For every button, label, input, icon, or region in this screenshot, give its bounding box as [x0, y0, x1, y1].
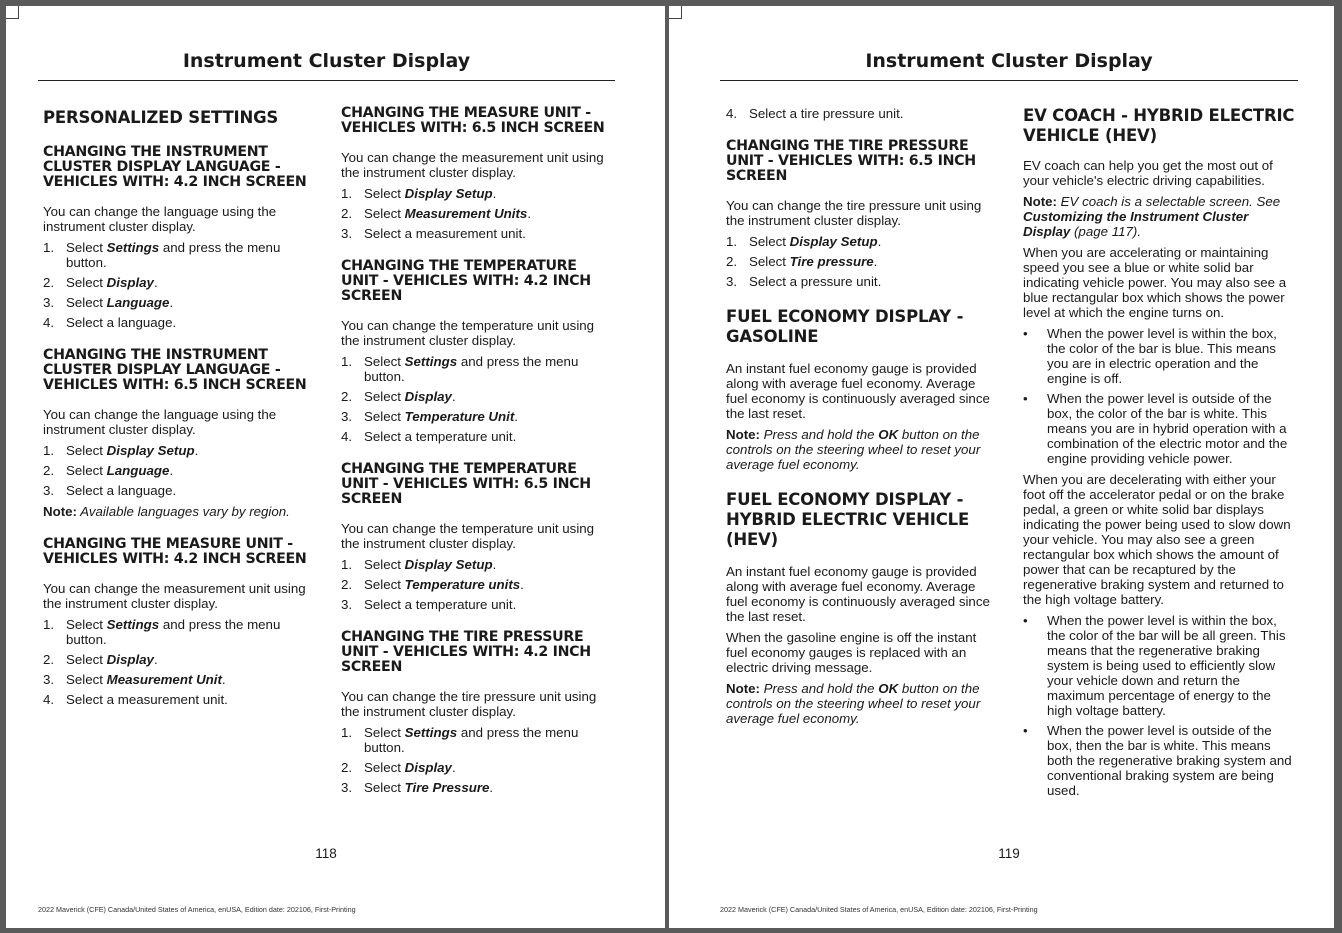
crop-mark: [6, 6, 19, 19]
list-item: 2. Select Display.: [341, 389, 456, 404]
list-item: 2. Select Temperature units.: [341, 577, 524, 592]
list-item: 2. Select Tire pressure.: [726, 254, 878, 269]
section-subheading: CHANGING THE TIRE PRESSURE UNIT - VEHICLES WITH: 6.5 INCH SCREEN: [726, 138, 976, 184]
page-119: [669, 6, 1334, 928]
list-item: 3. Select a pressure unit.: [726, 274, 882, 289]
paragraph: You can change the measurement unit using the instrument cluster display.: [43, 581, 306, 611]
list-item: 1. Select Display Setup.: [726, 234, 882, 249]
list-item: 3. Select Measurement Unit.: [43, 672, 226, 687]
page-footer: 2022 Maverick (CFE) Canada/United States of America, enUSA, Edition date: 202106, First-Printing: [38, 905, 356, 914]
paragraph: An instant fuel economy gauge is provided along with average fuel economy. Average fuel economy is continuously averaged since the last reset.: [726, 361, 990, 421]
bullet-list: [1023, 326, 1297, 466]
step-list: [43, 617, 313, 707]
list-item: 1. Select Display Setup.: [341, 557, 497, 572]
paragraph: When the gasoline engine is off the instant fuel economy gauges is replaced with an electric driving message.: [726, 630, 977, 675]
list-item: 2. Select Display.: [341, 760, 456, 775]
list-item: • When the power level is outside of the box, then the bar is white. This means both the regenerative braking system and conventional braking system are being used.: [1023, 723, 1292, 798]
list-item: 2. Select Display.: [43, 652, 158, 667]
list-item: 3. Select a language.: [43, 483, 177, 498]
list-item: 1. Select Display Setup.: [341, 186, 497, 201]
page-number: 118: [315, 846, 337, 861]
note: Note: EV coach is a selectable screen. See Customizing the Instrument Cluster Display (page 117).: [1023, 194, 1281, 239]
list-item: 3. Select Tire Pressure.: [341, 780, 494, 795]
list-item: • When the power level is within the box, the color of the bar is blue. This means you are in electric operation and the engine is off.: [1023, 326, 1277, 386]
section-heading: FUEL ECONOMY DISPLAY - GASOLINE: [726, 307, 964, 346]
list-item: 1. Select Settings and press the menu button.: [43, 617, 281, 647]
note: Note: Press and hold the OK button on the controls on the steering wheel to reset your average fuel economy.: [726, 427, 981, 472]
list-item: 4. Select a measurement unit.: [43, 692, 228, 707]
section-subheading: CHANGING THE TEMPERATURE UNIT - VEHICLES WITH: 4.2 INCH SCREEN: [341, 258, 591, 304]
list-item: • When the power level is within the box, the color of the bar will be all green. This means that the regenerative braking system is being used to efficiently slow your vehicle down and return the maximum percentage of energy to the high voltage battery.: [1023, 613, 1286, 718]
page-footer: 2022 Maverick (CFE) Canada/United States of America, enUSA, Edition date: 202106, First-Printing: [720, 905, 1038, 914]
list-item: 1. Select Settings and press the menu button.: [341, 725, 579, 755]
page-118: [6, 6, 665, 928]
section-subheading: CHANGING THE TIRE PRESSURE UNIT - VEHICLES WITH: 4.2 INCH SCREEN: [341, 629, 591, 675]
paragraph: You can change the temperature unit using the instrument cluster display.: [341, 318, 595, 348]
note: Note: Press and hold the OK button on the controls on the steering wheel to reset your average fuel economy.: [726, 681, 981, 726]
crop-mark: [669, 6, 682, 19]
step-list: [341, 725, 613, 795]
header-rule: [38, 80, 615, 81]
column-1: [43, 106, 313, 713]
paragraph: You can change the temperature unit using the instrument cluster display.: [341, 521, 595, 551]
list-item: 3. Select a temperature unit.: [341, 597, 517, 612]
section-heading: EV COACH - HYBRID ELECTRIC VEHICLE (HEV): [1023, 106, 1295, 145]
paragraph: EV coach can help you get the most out of your vehicle's electric driving capabilities.: [1023, 158, 1273, 188]
list-item: 4. Select a temperature unit.: [341, 429, 517, 444]
list-item: 2. Select Measurement Units.: [341, 206, 532, 221]
list-item: 1. Select Settings and press the menu button.: [43, 240, 281, 270]
page-header: Instrument Cluster Display: [182, 50, 471, 72]
list-item: • When the power level is outside of the box, the color of the bar is white. This means you are in hybrid operation with a combination of the electric motor and the engine providing vehicle power.: [1023, 391, 1288, 466]
step-list: [341, 557, 613, 612]
paragraph: You can change the language using the instrument cluster display.: [43, 407, 277, 437]
paragraph: When you are decelerating with either your foot off the accelerator pedal or on the brake pedal, a green or white solid bar displays indicating the power being used to slow down your vehicle. You may also see a green rectangular box which shows the amount of power that can be recaptured by the regenerative braking system and returned to the high voltage battery.: [1023, 472, 1291, 607]
step-list: [43, 240, 313, 330]
column-2: [1023, 106, 1297, 804]
paragraph: An instant fuel economy gauge is provided along with average fuel economy. Average fuel economy is continuously averaged since the last reset.: [726, 564, 990, 624]
step-list: [341, 354, 613, 444]
section-heading: PERSONALIZED SETTINGS: [43, 108, 279, 127]
section-subheading: CHANGING THE INSTRUMENT CLUSTER DISPLAY LANGUAGE - VEHICLES WITH: 6.5 INCH SCREEN: [43, 347, 307, 393]
paragraph: When you are accelerating or maintaining speed you see a blue or white solid bar indicating vehicle power. You may also see a blue rectangular box which shows the power level at which the engine turns on.: [1023, 245, 1287, 320]
step-list: [43, 443, 313, 498]
step-list: [341, 186, 613, 241]
step-list: [726, 106, 998, 121]
section-subheading: CHANGING THE MEASURE UNIT - VEHICLES WITH: 4.2 INCH SCREEN: [43, 536, 307, 567]
note: Note: Available languages vary by region.: [43, 504, 290, 519]
section-subheading: CHANGING THE INSTRUMENT CLUSTER DISPLAY LANGUAGE - VEHICLES WITH: 4.2 INCH SCREEN: [43, 144, 307, 190]
bullet-list: [1023, 613, 1297, 798]
list-item: 3. Select Language.: [43, 295, 174, 310]
list-item: 2. Select Language.: [43, 463, 174, 478]
page-header: Instrument Cluster Display: [865, 50, 1153, 72]
list-item: 1. Select Settings and press the menu button.: [341, 354, 579, 384]
column-1: [726, 106, 998, 732]
list-item: 4. Select a tire pressure unit.: [726, 106, 904, 121]
paragraph: You can change the tire pressure unit using the instrument cluster display.: [341, 689, 597, 719]
paragraph: You can change the language using the instrument cluster display.: [43, 204, 277, 234]
column-2: [341, 106, 613, 801]
list-item: 1. Select Display Setup.: [43, 443, 199, 458]
list-item: 2. Select Display.: [43, 275, 158, 290]
section-subheading: CHANGING THE MEASURE UNIT - VEHICLES WITH: 6.5 INCH SCREEN: [341, 105, 605, 136]
section-subheading: CHANGING THE TEMPERATURE UNIT - VEHICLES WITH: 6.5 INCH SCREEN: [341, 461, 591, 507]
step-list: [726, 234, 998, 289]
list-item: 4. Select a language.: [43, 315, 177, 330]
list-item: 3. Select Temperature Unit.: [341, 409, 518, 424]
header-rule: [720, 80, 1298, 81]
paragraph: You can change the tire pressure unit using the instrument cluster display.: [726, 198, 982, 228]
list-item: 3. Select a measurement unit.: [341, 226, 526, 241]
section-heading: FUEL ECONOMY DISPLAY - HYBRID ELECTRIC VEHICLE (HEV): [726, 490, 970, 549]
page-number: 119: [998, 846, 1020, 861]
paragraph: You can change the measurement unit using the instrument cluster display.: [341, 150, 604, 180]
